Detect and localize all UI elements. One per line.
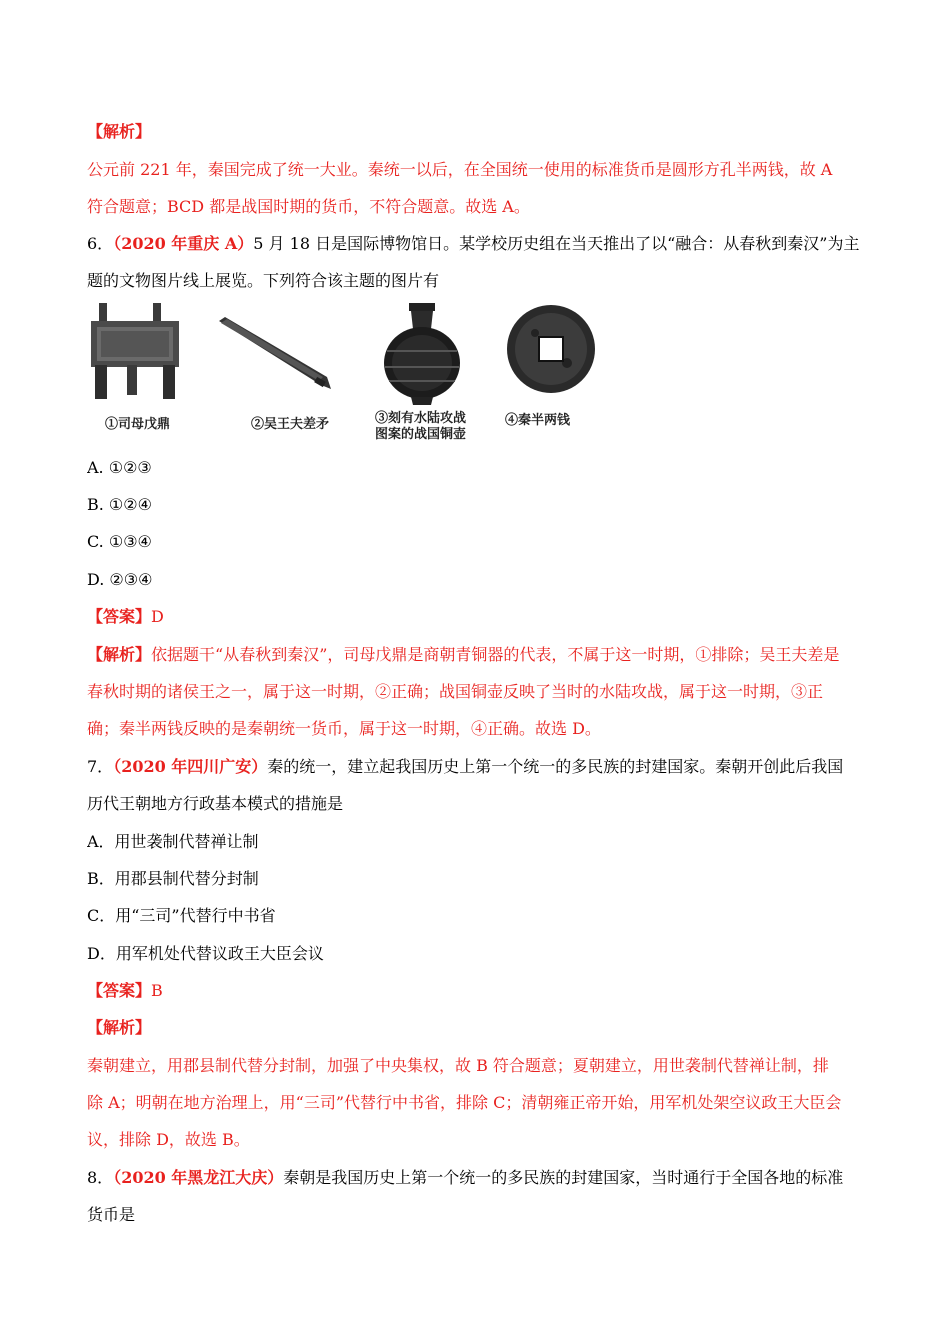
q5-analysis-line-1: 公元前 221 年，秦国完成了统一大业。秦统一以后，在全国统一使用的标准货币是圆形方孔半两钱，故 A	[87, 160, 833, 179]
q7-answer-value: B	[151, 981, 163, 1000]
q6-option-d: D. ②③④	[87, 570, 153, 589]
q6-analysis-line-1	[87, 645, 867, 665]
figure-ding	[87, 303, 187, 432]
q7-stem-line-2: 历代王朝地方行政基本模式的措施是	[87, 794, 344, 813]
q6-stem-text-1: 5 月 18 日是国际博物馆日。某学校历史组在当天推出了以“融合：从春秋到秦汉”为主	[253, 234, 860, 253]
ding-image	[87, 303, 187, 403]
q6-source: （2020 年重庆 A）	[113, 234, 254, 253]
q7-source: （2020 年四川广安）	[113, 757, 268, 776]
spear-image	[215, 303, 335, 403]
figure-spear	[215, 303, 335, 432]
q7-analysis-tag: 【解析】	[87, 1018, 152, 1037]
q7-option-a: A．用世袭制代替禅让制	[87, 832, 259, 851]
figure-coin-caption: ④秦半两钱	[505, 413, 571, 428]
q6-analysis-text-1: 依据题干“从春秋到秦汉”，司母戊鼎是商朝青铜器的代表，不属于这一时期，①排除；吴王夫差是	[151, 645, 840, 664]
q6-analysis-line-2: 春秋时期的诸侯王之一，属于这一时期，②正确；战国铜壶反映了当时的水陆攻战，属于这一时期，③正	[87, 682, 824, 701]
q7-option-c: C．用“三司”代替行中书省	[87, 906, 276, 925]
q8-source: （2020 年黑龙江大庆）	[113, 1168, 284, 1187]
q6-analysis-tag: 【解析】	[87, 645, 152, 664]
figure-ding-caption: ①司母戊鼎	[105, 417, 171, 432]
q8-stem-text-1: 秦朝是我国历史上第一个统一的多民族的封建国家，当时通行于全国各地的标准	[283, 1168, 844, 1187]
q8-number: 8．	[87, 1168, 114, 1187]
q6-option-c: C. ①③④	[87, 532, 152, 551]
q6-stem-line-1	[87, 234, 867, 254]
q6-answer-tag: 【答案】	[87, 607, 152, 626]
q5-analysis-tag: 【解析】	[87, 122, 152, 141]
q6-answer-value: D	[151, 607, 164, 626]
q7-analysis-line-2: 除 A；明朝在地方治理上，用“三司”代替行中书省，排除 C；清朝雍正帝开始，用军机处架空议政王大臣会	[87, 1093, 842, 1112]
q7-analysis-line-3: 议，排除 D，故选 B。	[87, 1130, 250, 1149]
q7-stem-line-1	[87, 757, 867, 777]
q6-number: 6．	[87, 234, 114, 253]
figure-bronze-pot-caption-1: ③刻有水陆攻战	[375, 411, 467, 426]
q5-analysis-line-2: 符合题意；BCD 都是战国时期的货币，不符合题意。故选 A。	[87, 197, 530, 216]
figure-coin	[505, 303, 605, 428]
q7-number: 7．	[87, 757, 114, 776]
q7-stem-text-1: 秦的统一，建立起我国历史上第一个统一的多民族的封建国家。秦朝开创此后我国	[267, 757, 844, 776]
q8-stem-line-1	[87, 1168, 867, 1188]
coin-image	[505, 303, 597, 395]
q6-figure-strip	[87, 303, 617, 443]
q6-option-a: A. ①②③	[87, 458, 152, 477]
q7-option-d: D．用军机处代替议政王大臣会议	[87, 944, 324, 963]
figure-bronze-pot	[371, 303, 481, 442]
q7-answer	[87, 981, 867, 1001]
q7-analysis-line-1: 秦朝建立，用郡县制代替分封制，加强了中央集权，故 B 符合题意；夏朝建立，用世袭制代替禅让制，排	[87, 1056, 829, 1075]
figure-spear-caption: ②吴王夫差矛	[251, 417, 330, 432]
figure-bronze-pot-caption-2: 图案的战国铜壶	[375, 427, 467, 442]
q6-stem-line-2: 题的文物图片线上展览。下列符合该主题的图片有	[87, 271, 440, 290]
q6-analysis-line-3: 确；秦半两钱反映的是秦朝统一货币，属于这一时期，④正确。故选 D。	[87, 719, 601, 738]
q7-option-b: B．用郡县制代替分封制	[87, 869, 259, 888]
q8-stem-line-2: 货币是	[87, 1205, 136, 1224]
bronze-pot-image	[371, 303, 481, 407]
q7-answer-tag: 【答案】	[87, 981, 152, 1000]
q6-option-b: B. ①②④	[87, 495, 152, 514]
q6-answer	[87, 607, 867, 627]
